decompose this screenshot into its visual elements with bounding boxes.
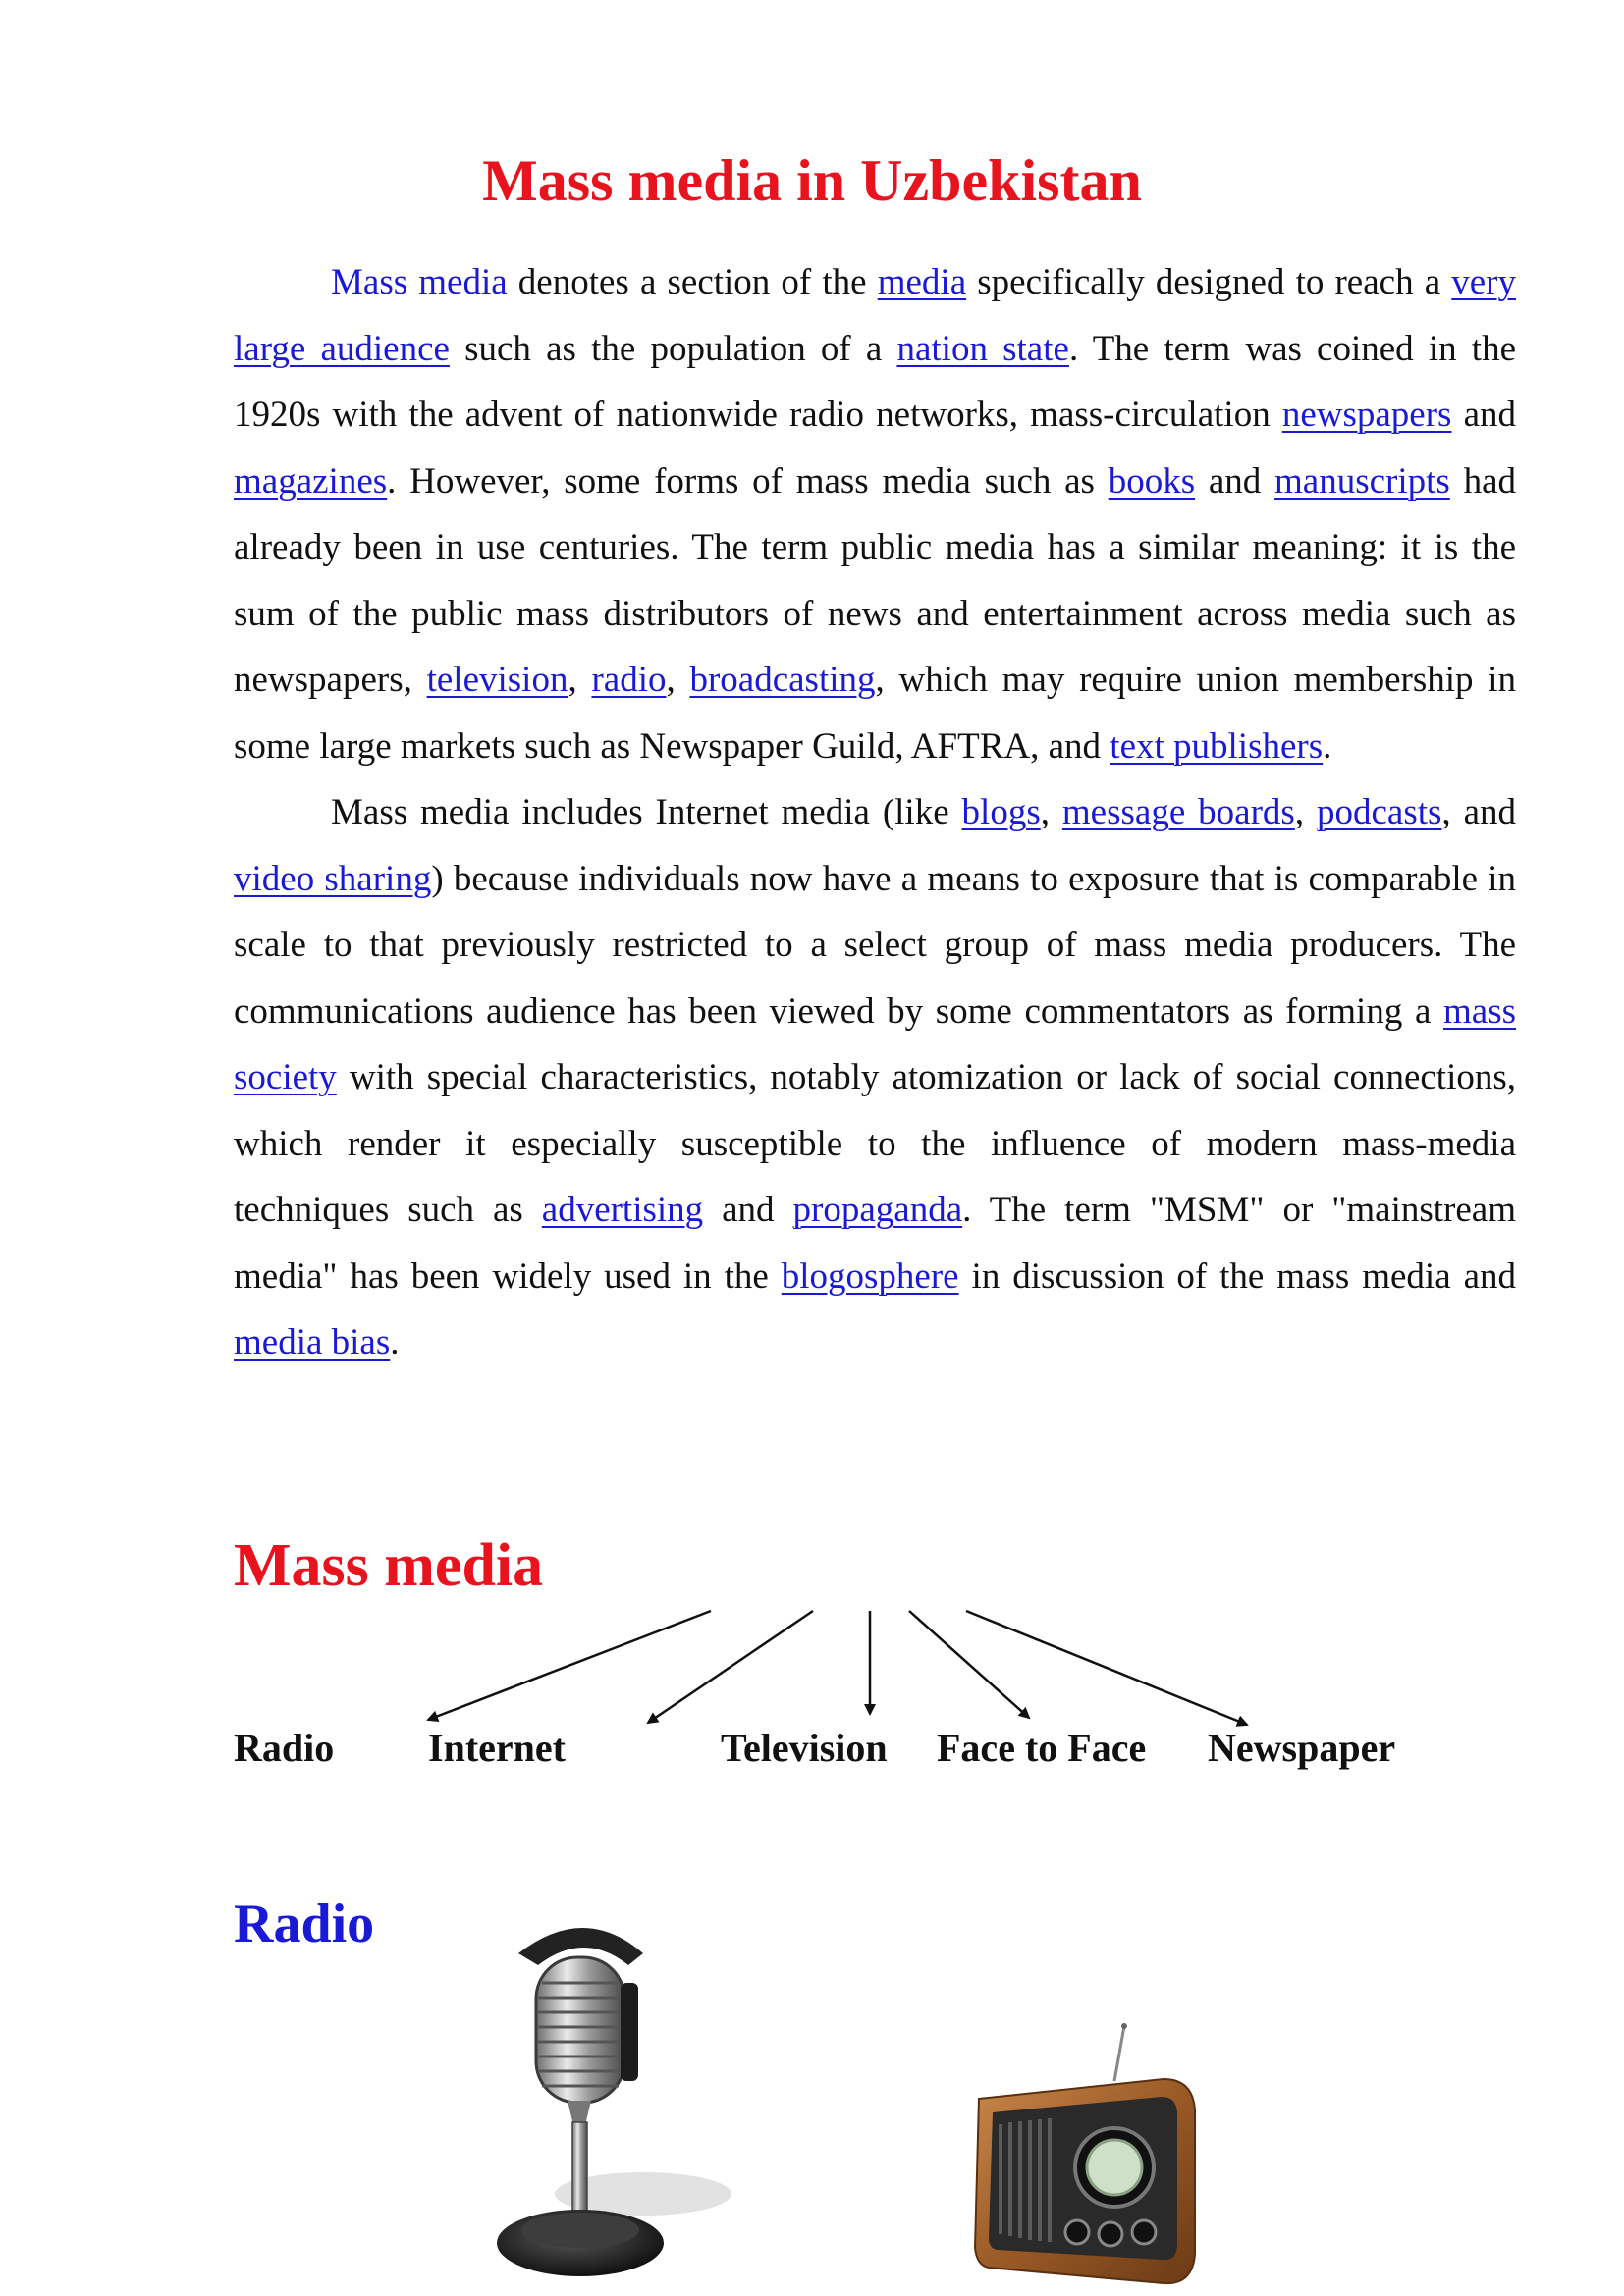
text-run: , [1040,792,1062,832]
text-run: . The term was coined in the 1920s with the advent of nationwide radio networks, mass-circulation [234,328,1517,435]
text-run: , [1294,792,1317,832]
radio-heading: Radio [234,1894,375,1954]
text-run: . [390,1322,400,1362]
text-run: such as the population of a [449,328,897,369]
link-podcasts[interactable]: podcasts [1316,792,1442,832]
link-manuscripts[interactable]: manuscripts [1274,460,1450,502]
link-media-bias[interactable]: media bias [234,1322,391,1362]
link-text-publishers[interactable]: text publishers [1110,725,1324,767]
text-run: had already been in use centuries. The term public media has a similar meaning: it is the sum of the public mass distributors of news and entertainment across media such as newspapers, [234,460,1516,700]
diagram-heading: Mass media [234,1532,544,1599]
body-text [234,249,1516,1376]
text-run: and [1195,460,1275,502]
text-run: and [703,1190,793,1230]
link-blogs[interactable]: blogs [961,792,1041,832]
text-run: in discussion of the mass media and [958,1255,1516,1297]
microphone-image [481,1914,746,2292]
paragraph-2 [234,779,1516,1376]
arrow-to-face-to-face [909,1611,1029,1718]
paragraph-1 [234,249,1516,779]
arrow-to-internet-left [428,1611,711,1720]
text-run: and [1451,395,1516,435]
arrow-to-newspaper [966,1611,1247,1725]
link-mass-society[interactable]: mass society [234,990,1516,1097]
text-run: , and [1441,792,1517,832]
link-newspapers[interactable]: newspapers [1281,395,1452,435]
link-message-boards[interactable]: message boards [1061,792,1295,832]
text-run: denotes a section of the [507,262,878,302]
page-title: Mass media in Uzbekistan [482,148,1142,213]
link-magazines[interactable]: magazines [234,460,388,502]
link-television[interactable]: television [426,660,568,700]
text-run: , which may require union membership in some large markets such as Newspaper Guild, AFTRA, and [234,660,1517,767]
text-run: Mass media includes Internet media (like [331,792,962,832]
link-very-large-audience[interactable]: very large audience [234,262,1516,369]
radio-image [967,2022,1203,2292]
text-run: ) because individuals now have a means to exposure that is comparable in scale to that previously restricted to a select group of mass media producers. The communications audience has been viewed by some commentators as forming a [234,858,1517,1032]
node-radio: Radio [234,1726,335,1770]
link-advertising[interactable]: advertising [541,1190,704,1230]
text-run: , [568,660,592,700]
text-run: . The term "MSM" or "mainstream media" has been widely used in the [234,1190,1516,1297]
node-face-to-face: Face to Face [937,1726,1147,1770]
link-video-sharing[interactable]: video sharing [234,858,432,899]
text-run: specifically designed to reach a [966,262,1452,302]
node-television: Television [721,1726,888,1770]
arrow-to-internet-right [648,1611,813,1723]
link-media[interactable]: media [877,262,967,302]
link-books[interactable]: books [1108,460,1196,502]
text-run: . However, some forms of mass media such as [387,460,1109,502]
link-radio[interactable]: radio [591,660,667,700]
text-run: with special characteristics, notably atomization or lack of social connections, which render it especially susceptible to the influence of modern mass-media techniques such as [234,1057,1516,1230]
text-run: . [1323,725,1332,767]
mass-media-term: Mass media [331,262,508,302]
text-run: , [666,660,690,700]
node-internet: Internet [428,1726,566,1770]
link-blogosphere[interactable]: blogosphere [781,1255,959,1297]
link-broadcasting[interactable]: broadcasting [689,660,876,700]
link-nation-state[interactable]: nation state [896,328,1069,369]
link-propaganda[interactable]: propaganda [792,1190,963,1230]
node-newspaper: Newspaper [1208,1726,1396,1770]
